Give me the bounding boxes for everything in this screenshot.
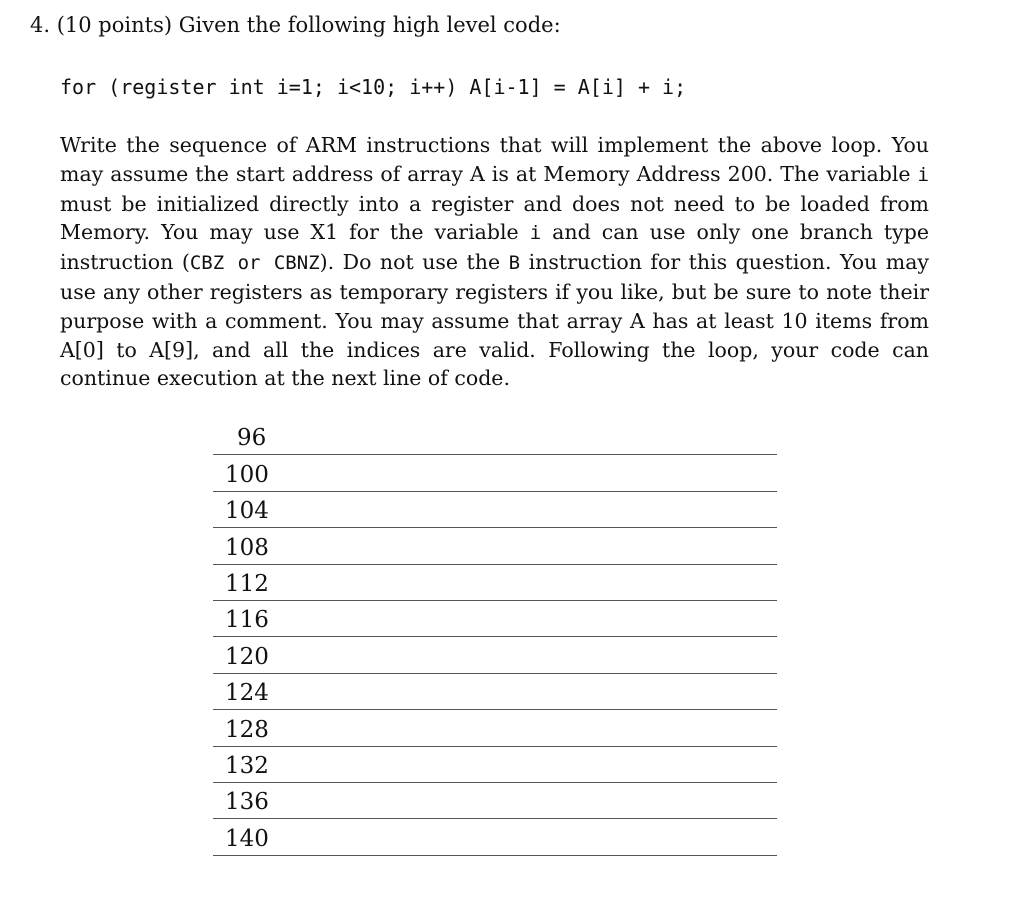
answer-row[interactable] [213,819,777,855]
code-snippet: for (register int i=1; i<10; i++) A[i-1] = A[i] + i; [60,75,687,99]
address-label: 108 [225,534,269,561]
answer-row[interactable] [213,783,777,819]
answer-row[interactable] [213,492,777,528]
address-label: 112 [225,570,269,597]
answer-table [213,419,777,856]
address-label: 136 [225,789,269,816]
question-header: 4. (10 points) Given the following high level code: [30,13,561,37]
instructions-text-1: Write the sequence of ARM instructions that will implement the above loop. You may assume the start address of array A is at Memory Address 200. The variable [60,133,929,186]
answer-row[interactable] [213,528,777,564]
variable-i: i [529,222,542,245]
address-label: 128 [225,716,269,743]
answer-row[interactable] [213,601,777,637]
answer-row[interactable] [213,637,777,673]
b-instruction: B [508,252,521,275]
answer-row[interactable] [213,419,777,455]
variable-i: i [917,163,929,186]
address-label: 132 [225,752,269,779]
address-label: 124 [225,680,269,707]
address-label: 100 [225,461,269,488]
address-label: 120 [225,643,269,670]
answer-row[interactable] [213,710,777,746]
instructions-text-5: instruction for this question. You may use any other registers as temporary registers if you like, but be sure to note their purpose with a comment. You may assume that array A has at least 10 items from A[0] to A[9], and all the indices are valid. Following the loop, your code can continue execution at the next line of code. [60,250,930,391]
branch-instructions: CBZ or CBNZ [189,252,320,275]
answer-row[interactable] [213,747,777,783]
instructions-text-2: must be initialized directly into a register and does not need to be loaded from Memory. You may use X1 for the variable [60,191,929,245]
instructions-text-3: and can use only one branch type instruction ( [60,220,930,275]
instructions-paragraph [60,131,929,393]
answer-row[interactable] [213,674,777,710]
address-label: 140 [225,825,269,852]
address-label: 104 [225,498,269,525]
address-label: 116 [225,607,269,634]
answer-row[interactable] [213,455,777,491]
address-label: 96 [237,425,267,452]
answer-row[interactable] [213,565,777,601]
instructions-text-4: ). Do not use the [319,250,509,275]
